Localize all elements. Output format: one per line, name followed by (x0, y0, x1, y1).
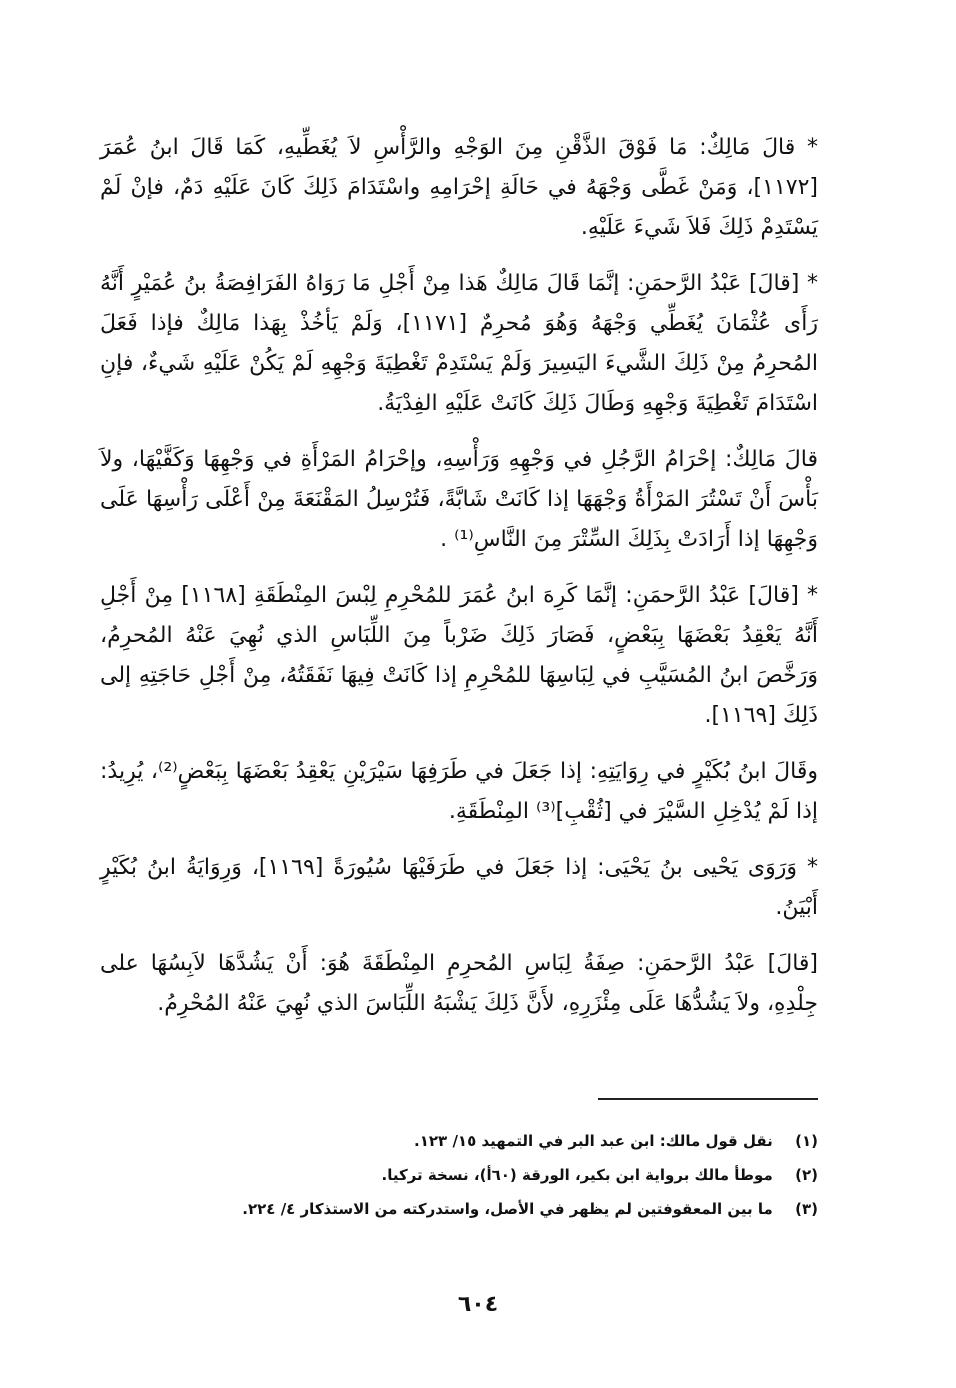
footnote-number: (٢) (795, 1166, 818, 1184)
page-number: ٦٠٤ (457, 1292, 499, 1317)
paragraph-5: وقَالَ ابنُ بُكَيْرٍ في رِوَايَتِهِ: إذا جَعَلَ في طَرَفِهَا سَيْرَيْنِ يَعْقِدُ بَعْضَهَا بِبَعْضٍ⁽²⁾، يُرِيدُ: إذا لَمْ يُدْخِلِ السَّيْرَ في [ثُقْبِ]⁽³⁾ المِنْطَقَةِ. (100, 759, 818, 824)
paragraph-6: * وَرَوَى يَحْيى بنُ يَحْيَى: إذا جَعَلَ في طَرَفَيْهَا سُيُورَةً [١١٦٩]، وَرِوَايَةُ ابنُ بُكَيْرٍ أَبْيَنُ. (100, 855, 818, 920)
footnotes (100, 1124, 818, 1226)
paragraph-2: * [قالَ] عَبْدُ الرَّحمَنِ: إنَّمَا قَالَ مَالِكٌ هَذا مِنْ أَجْلِ مَا رَوَاهُ الفَرَافِصَةُ بنُ عُمَيْرٍ أَنَّهُ رَأَى عُثْمَانَ يُغَطِّي وَجْهَهُ وَهُوَ مُحرِمٌ [١١٧١]، وَلَمْ يَأخُذْ بِهَذا مَالِكٌ فإذا فَعَلَ المُحرِمُ مِنْ ذَلِكَ الشَّيءَ اليَسِيرَ وَلَمْ يَسْتَدِمْ تَغْطِيَةَ وَجْهِهِ لَمْ يَكُنْ عَلَيْهِ شَيءٌ، فإنِ اسْتَدَامَ تَغْطِيَةَ وَجْهِهِ وَطَالَ ذَلِكَ كَانَتْ عَلَيْهِ الفِدْيَةُ. (100, 271, 818, 416)
footnote-text: موطأ مالك برواية ابن بكير، الورقة (٦٠أ)، نسخة تركيا. (381, 1166, 773, 1184)
footnote-text: ما بين المعقوفتين لم يظهر في الأصل، واستدركته من الاستذكار ٤/ ٢٢٤. (242, 1200, 773, 1218)
paragraph-7: [قالَ] عَبْدُ الرَّحمَنِ: صِفَةُ لِبَاسِ المُحرِمِ المِنْطَقَةَ هُوَ: أَنْ يَشُدَّهَا لاَبِسُهَا على جِلْدِهِ، ولاَ يَشُدُّهَا عَلَى مِئْزَرِهِ، لأَنَّ ذَلِكَ يَشْبَهُ اللِّبَاسَ الذي نُهِيَ عَنْهُ المُحْرِمُ. (100, 951, 818, 1016)
footnote-number: (٣) (795, 1200, 818, 1218)
footnote-3 (100, 1192, 818, 1226)
footnote-number: (١) (795, 1132, 818, 1150)
main-text (100, 128, 818, 1040)
paragraph-3: قالَ مَالِكٌ: إحْرَامُ الرَّجُلِ في وَجْهِهِ وَرَأْسِهِ، وإحْرَامُ المَرْأَةِ في وَجْهِهَا وَكَفَّيْهَا، ولاَ بَأْسَ أَنْ تَسْتُرَ المَرْأَةُ وَجْهَهَا إذا كَانَتْ شَابَّةً، فَتُرْسِلُ المَقْنَعَةَ مِنْ أَعْلَى رَأْسِهَا عَلَى وَجْهِهَا إذا أَرَادَتْ بِذَلِكَ السِّتْرَ مِنَ النَّاسِ⁽¹⁾ . (100, 447, 818, 552)
footnote-2 (100, 1158, 818, 1192)
paragraph-1: * قالَ مَالِكٌ: مَا فَوْقَ الذَّقْنِ مِنَ الوَجْهِ والرَّأْسِ لاَ يُغَطِّيهِ، كَمَا قَالَ ابنُ عُمَرَ [١١٧٢]، وَمَنْ غَطَّى وَجْهَهُ في حَالَةِ إحْرَامِهِ واسْتَدَامَ ذَلِكَ كَانَ عَلَيْهِ دَمٌ، فإنْ لَمْ يَسْتَدِمْ ذَلِكَ فَلاَ شَيءَ عَلَيْهِ. (100, 135, 818, 240)
footnote-divider (598, 1098, 818, 1100)
paragraph-4: * [قالَ] عَبْدُ الرَّحمَنِ: إنَّمَا كَرِهَ ابنُ عُمَرَ للمُحْرِمِ لِبْسَ المِنْطَقَةِ [١١٦٨] مِنْ أَجْلِ أَنَّهُ يَعْقِدُ بَعْضَهَا بِبَعْضٍ، فَصَارَ ذَلِكَ ضَرْباً مِنَ اللِّبَاسِ الذي نُهِيَ عَنْهُ المُحرِمُ، وَرَخَّصَ ابنُ المُسَيَّبِ في لِبَاسِهَا للمُحْرِمِ إذا كَانَتْ فِيهَا نَفَقَتُهُ، مِنْ أَجْلِ حَاجَتِهِ إلى ذَلِكَ [١١٦٩]. (100, 583, 818, 728)
footnote-text: نقل قول مالك: ابن عبد البر في التمهيد ١٥/ ١٢٣. (414, 1132, 773, 1150)
footnote-1 (100, 1124, 818, 1158)
